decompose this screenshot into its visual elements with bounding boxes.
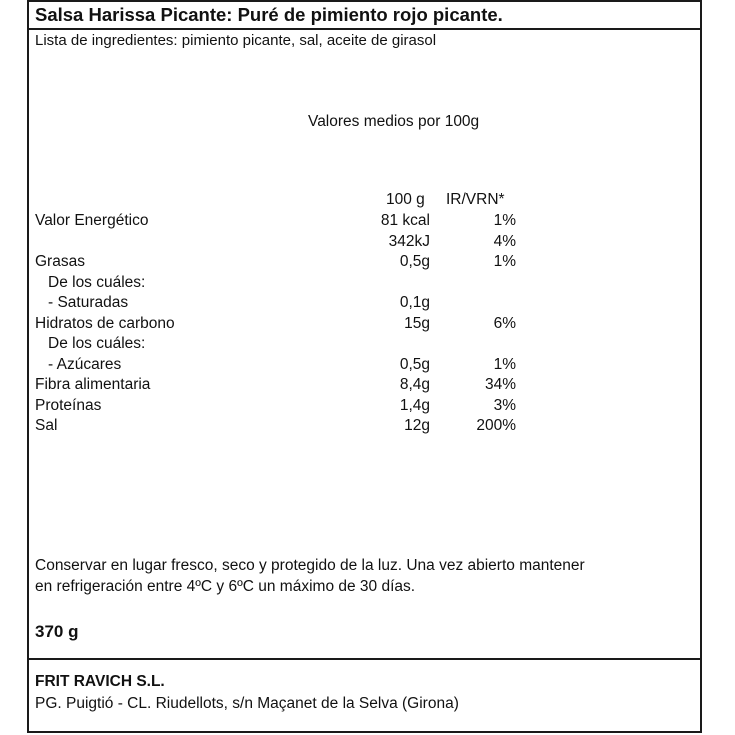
row-value-ir: 200%	[476, 417, 516, 434]
row-value-ir: 1%	[493, 253, 516, 270]
company-divider	[27, 658, 702, 660]
column-header-ir: IR/VRN*	[446, 191, 505, 208]
row-label: Sal	[35, 417, 58, 434]
row-value-100g: 0,5g	[399, 356, 430, 373]
company-address: PG. Puigtió - CL. Riudellots, s/n Maçanet de la Selva (Girona)	[35, 695, 459, 712]
net-weight: 370 g	[35, 622, 79, 641]
row-value-100g: 0,5g	[399, 253, 430, 270]
row-label: Proteínas	[35, 397, 102, 414]
row-value-100g: 12g	[404, 417, 430, 434]
row-label: De los cuáles:	[48, 335, 146, 352]
row-value-ir: 1%	[493, 212, 516, 229]
row-value-ir: 6%	[493, 315, 516, 332]
row-label: Fibra alimentaria	[35, 376, 151, 393]
row-value-100g: 15g	[404, 315, 430, 332]
row-value-100g: 0,1g	[399, 294, 430, 311]
row-label: Hidratos de carbono	[35, 315, 175, 332]
values-heading: Valores medios por 100g	[308, 113, 480, 130]
title-divider	[27, 28, 702, 30]
row-value-ir: 1%	[493, 356, 516, 373]
top-rule	[27, 0, 702, 2]
row-label: Valor Energético	[35, 212, 149, 229]
product-title: Salsa Harissa Picante: Puré de pimiento rojo picante.	[35, 4, 503, 25]
row-label: Grasas	[35, 253, 85, 270]
row-value-100g: 342kJ	[388, 233, 430, 250]
row-label: - Saturadas	[48, 294, 129, 311]
row-label: De los cuáles:	[48, 274, 146, 291]
row-label: - Azúcares	[48, 356, 122, 373]
row-value-ir: 4%	[493, 233, 516, 250]
row-value-ir: 34%	[484, 376, 516, 393]
row-value-100g: 8,4g	[399, 376, 430, 393]
company-name: FRIT RAVICH S.L.	[35, 673, 165, 690]
row-value-100g: 1,4g	[399, 397, 430, 414]
row-value-ir: 3%	[493, 397, 516, 414]
storage-line-1: Conservar en lugar fresco, seco y protegido de la luz. Una vez abierto mantener	[35, 557, 585, 574]
ingredients-list: Lista de ingredientes: pimiento picante, sal, aceite de girasol	[35, 32, 437, 49]
column-header-100g: 100 g	[386, 191, 425, 208]
row-value-100g: 81 kcal	[380, 212, 430, 229]
storage-line-2: en refrigeración entre 4ºC y 6ºC un máximo de 30 días.	[35, 578, 416, 595]
